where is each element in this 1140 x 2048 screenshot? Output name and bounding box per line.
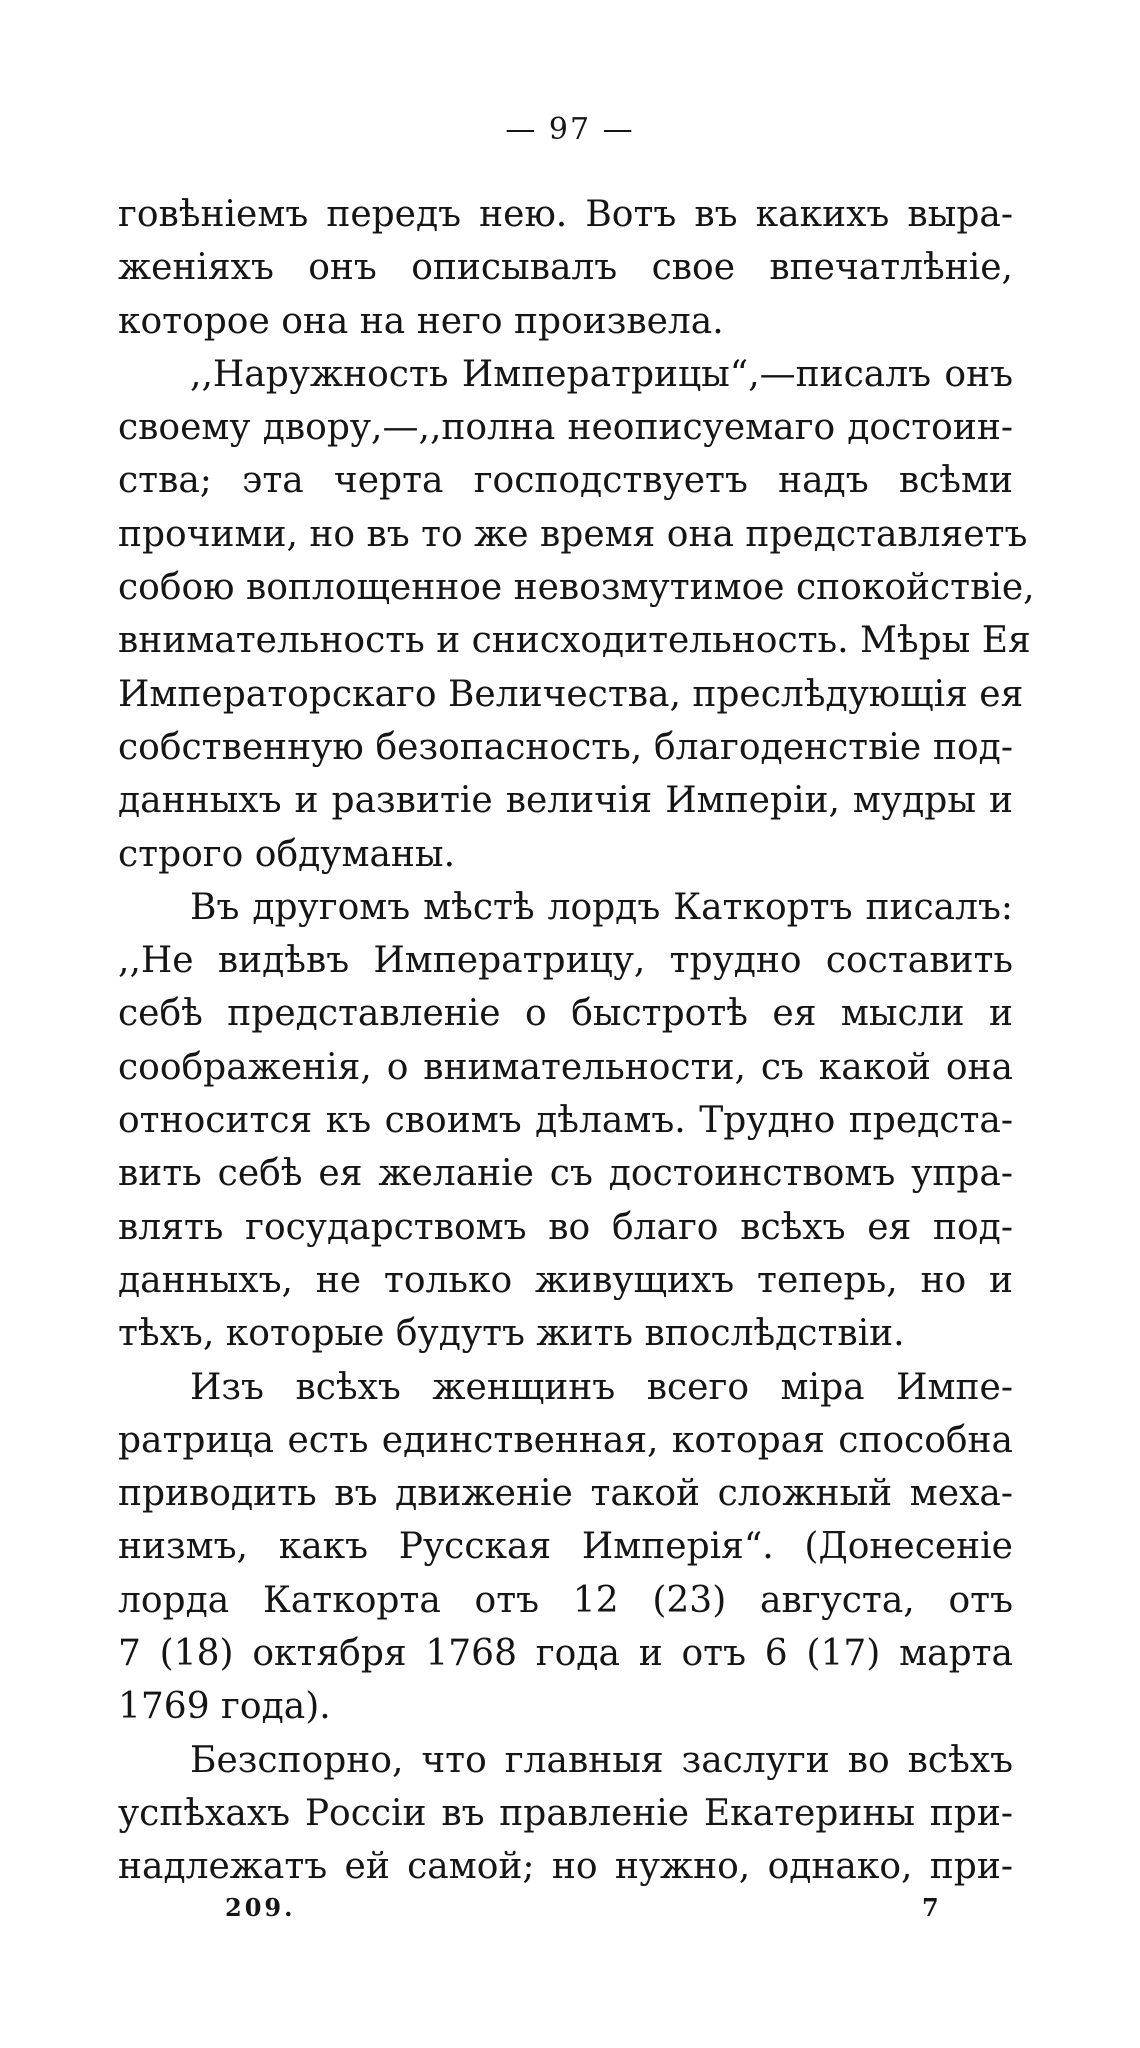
text-line: приводить въ движеніе такой сложный меха- <box>118 1473 1013 1515</box>
text-line: собою воплощенное невозмутимое спокойствіе, <box>118 567 1035 609</box>
signature-mark: 209. <box>225 1893 296 1922</box>
text-line: ства; эта черта господствуетъ надъ всѣми <box>118 460 1013 502</box>
text-line: Изъ всѣхъ женщинъ всего міра Импе- <box>190 1366 1013 1408</box>
text-line: 1769 года). <box>118 1686 331 1728</box>
page-number: — 97 — <box>505 112 635 147</box>
text-line: влять государствомъ во благо всѣхъ ея под- <box>118 1206 1013 1248</box>
text-line: Въ другомъ мѣстѣ лордъ Каткортъ писалъ: <box>190 886 1013 928</box>
text-line: успѣхахъ Россіи въ правленіе Екатерины при- <box>118 1792 1013 1834</box>
text-line: говѣніемъ передъ нею. Вотъ въ какихъ выра- <box>118 194 1013 235</box>
text-line: 7 (18) октября 1768 года и отъ 6 (17) марта <box>118 1633 1013 1675</box>
text-line: прочими, но въ то же время она представляетъ <box>118 513 1028 555</box>
text-line: низмъ, какъ Русская Имперія“. (Донесеніе <box>118 1526 1013 1568</box>
text-line: своему двору,—,,полна неописуемаго достоин- <box>118 407 1013 449</box>
body-text <box>118 188 1035 1894</box>
text-line: вить себѣ ея желаніе съ достоинствомъ упра- <box>118 1153 1013 1195</box>
text-line: ратрица есть единственная, которая способна <box>118 1419 1013 1461</box>
text-line: внимательность и снисходительность. Мѣры Ея <box>118 620 1031 662</box>
sheet-number: 7 <box>922 1893 939 1922</box>
text-line: Императорскаго Величества, преслѣдующія ея <box>118 673 1024 715</box>
text-line: которое она на него произвела. <box>118 300 724 342</box>
text-line: ,,Не видѣвъ Императрицу, трудно составить <box>118 940 1013 982</box>
text-line: относится къ своимъ дѣламъ. Трудно предста- <box>118 1100 1013 1142</box>
text-line: женіяхъ онъ описывалъ свое впечатлѣніе, <box>118 247 1013 289</box>
text-line: Безспорно, что главныя заслуги во всѣхъ <box>190 1739 1013 1781</box>
text-line: данныхъ и развитіе величія Имперіи, мудры и <box>118 780 1013 822</box>
text-line: соображенія, о внимательности, съ какой она <box>118 1046 1013 1088</box>
text-line: лорда Каткорта отъ 12 (23) августа, отъ <box>118 1579 1013 1621</box>
text-line: надлежатъ ей самой; но нужно, однако, при- <box>118 1846 1013 1888</box>
text-line: тѣхъ, которые будутъ жить впослѣдствіи. <box>118 1313 905 1355</box>
text-line: собственную безопасность, благоденствіе под- <box>118 726 1013 768</box>
text-line: себѣ представленіе о быстротѣ ея мысли и <box>118 993 1013 1035</box>
text-line: данныхъ, не только живущихъ теперь, но и <box>118 1259 1013 1301</box>
text-line: ,,Наружность Императрицы“,—писалъ онъ <box>190 353 1013 395</box>
text-line: строго обдуманы. <box>118 833 456 875</box>
